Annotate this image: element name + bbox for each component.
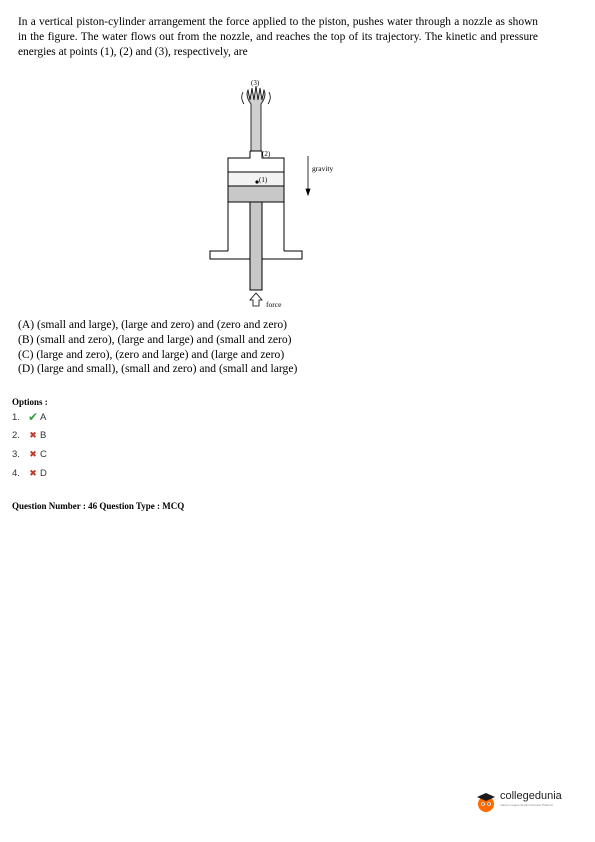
- choice-c: (C) (large and zero), (zero and large) and (large and zero): [18, 347, 285, 361]
- option-letter: D: [40, 468, 47, 479]
- option-number: 2.: [12, 430, 20, 441]
- point-3-label: (3): [251, 79, 260, 87]
- choice-d: (D) (large and small), (small and zero) and (small and large): [18, 362, 298, 376]
- option-3: [12, 449, 47, 460]
- option-letter: C: [40, 449, 47, 460]
- logo-tagline: India's Largest Student Review Platform: [500, 803, 554, 807]
- option-number: 4.: [12, 468, 20, 479]
- cross-icon: ✖: [29, 449, 37, 459]
- option-number: 3.: [12, 449, 20, 460]
- option-letter: A: [40, 411, 47, 423]
- cross-icon: ✖: [29, 430, 37, 440]
- option-1: [12, 410, 46, 424]
- option-2: [12, 430, 46, 441]
- graduate-mascot-icon: [474, 790, 498, 814]
- collegedunia-logo: [474, 790, 574, 820]
- choice-a: (A) (small and large), (large and zero) and (zero and zero): [18, 318, 287, 331]
- gravity-label: gravity: [312, 164, 334, 173]
- piston-cylinder-diagram: [200, 76, 360, 314]
- checkmark-icon: ✔: [27, 410, 39, 424]
- water-jet: [242, 86, 271, 151]
- nozzle: [228, 151, 284, 172]
- options-heading: Options :: [12, 397, 48, 407]
- cross-icon: ✖: [29, 468, 37, 478]
- force-arrow: [250, 293, 262, 306]
- option-number: 1.: [12, 411, 20, 423]
- option-letter: B: [40, 430, 47, 441]
- question-text: In a vertical piston-cylinder arrangement the force applied to the piston, pushes water through a nozzle as shown in the figure. The water flows out from the nozzle, and reaches the top of its trajectory. The kinetic and pressure energies at points (1), (2) and (3), respectively, are: [18, 16, 538, 58]
- piston-rod: [250, 202, 262, 290]
- piston-head: [228, 186, 284, 202]
- force-label: force: [266, 300, 282, 309]
- choice-b: (B) (small and zero), (large and large) and (small and zero): [18, 332, 292, 346]
- logo-name: collegedunia: [500, 790, 562, 802]
- gravity-arrow: [306, 156, 310, 195]
- option-4: [12, 468, 47, 479]
- answer-choices: [18, 318, 297, 377]
- point-2-label: (2): [262, 150, 271, 158]
- point-1-label: (1): [259, 176, 268, 184]
- question-meta: Question Number : 46 Question Type : MCQ: [12, 501, 185, 511]
- piston-cylinder-figure: [200, 76, 360, 314]
